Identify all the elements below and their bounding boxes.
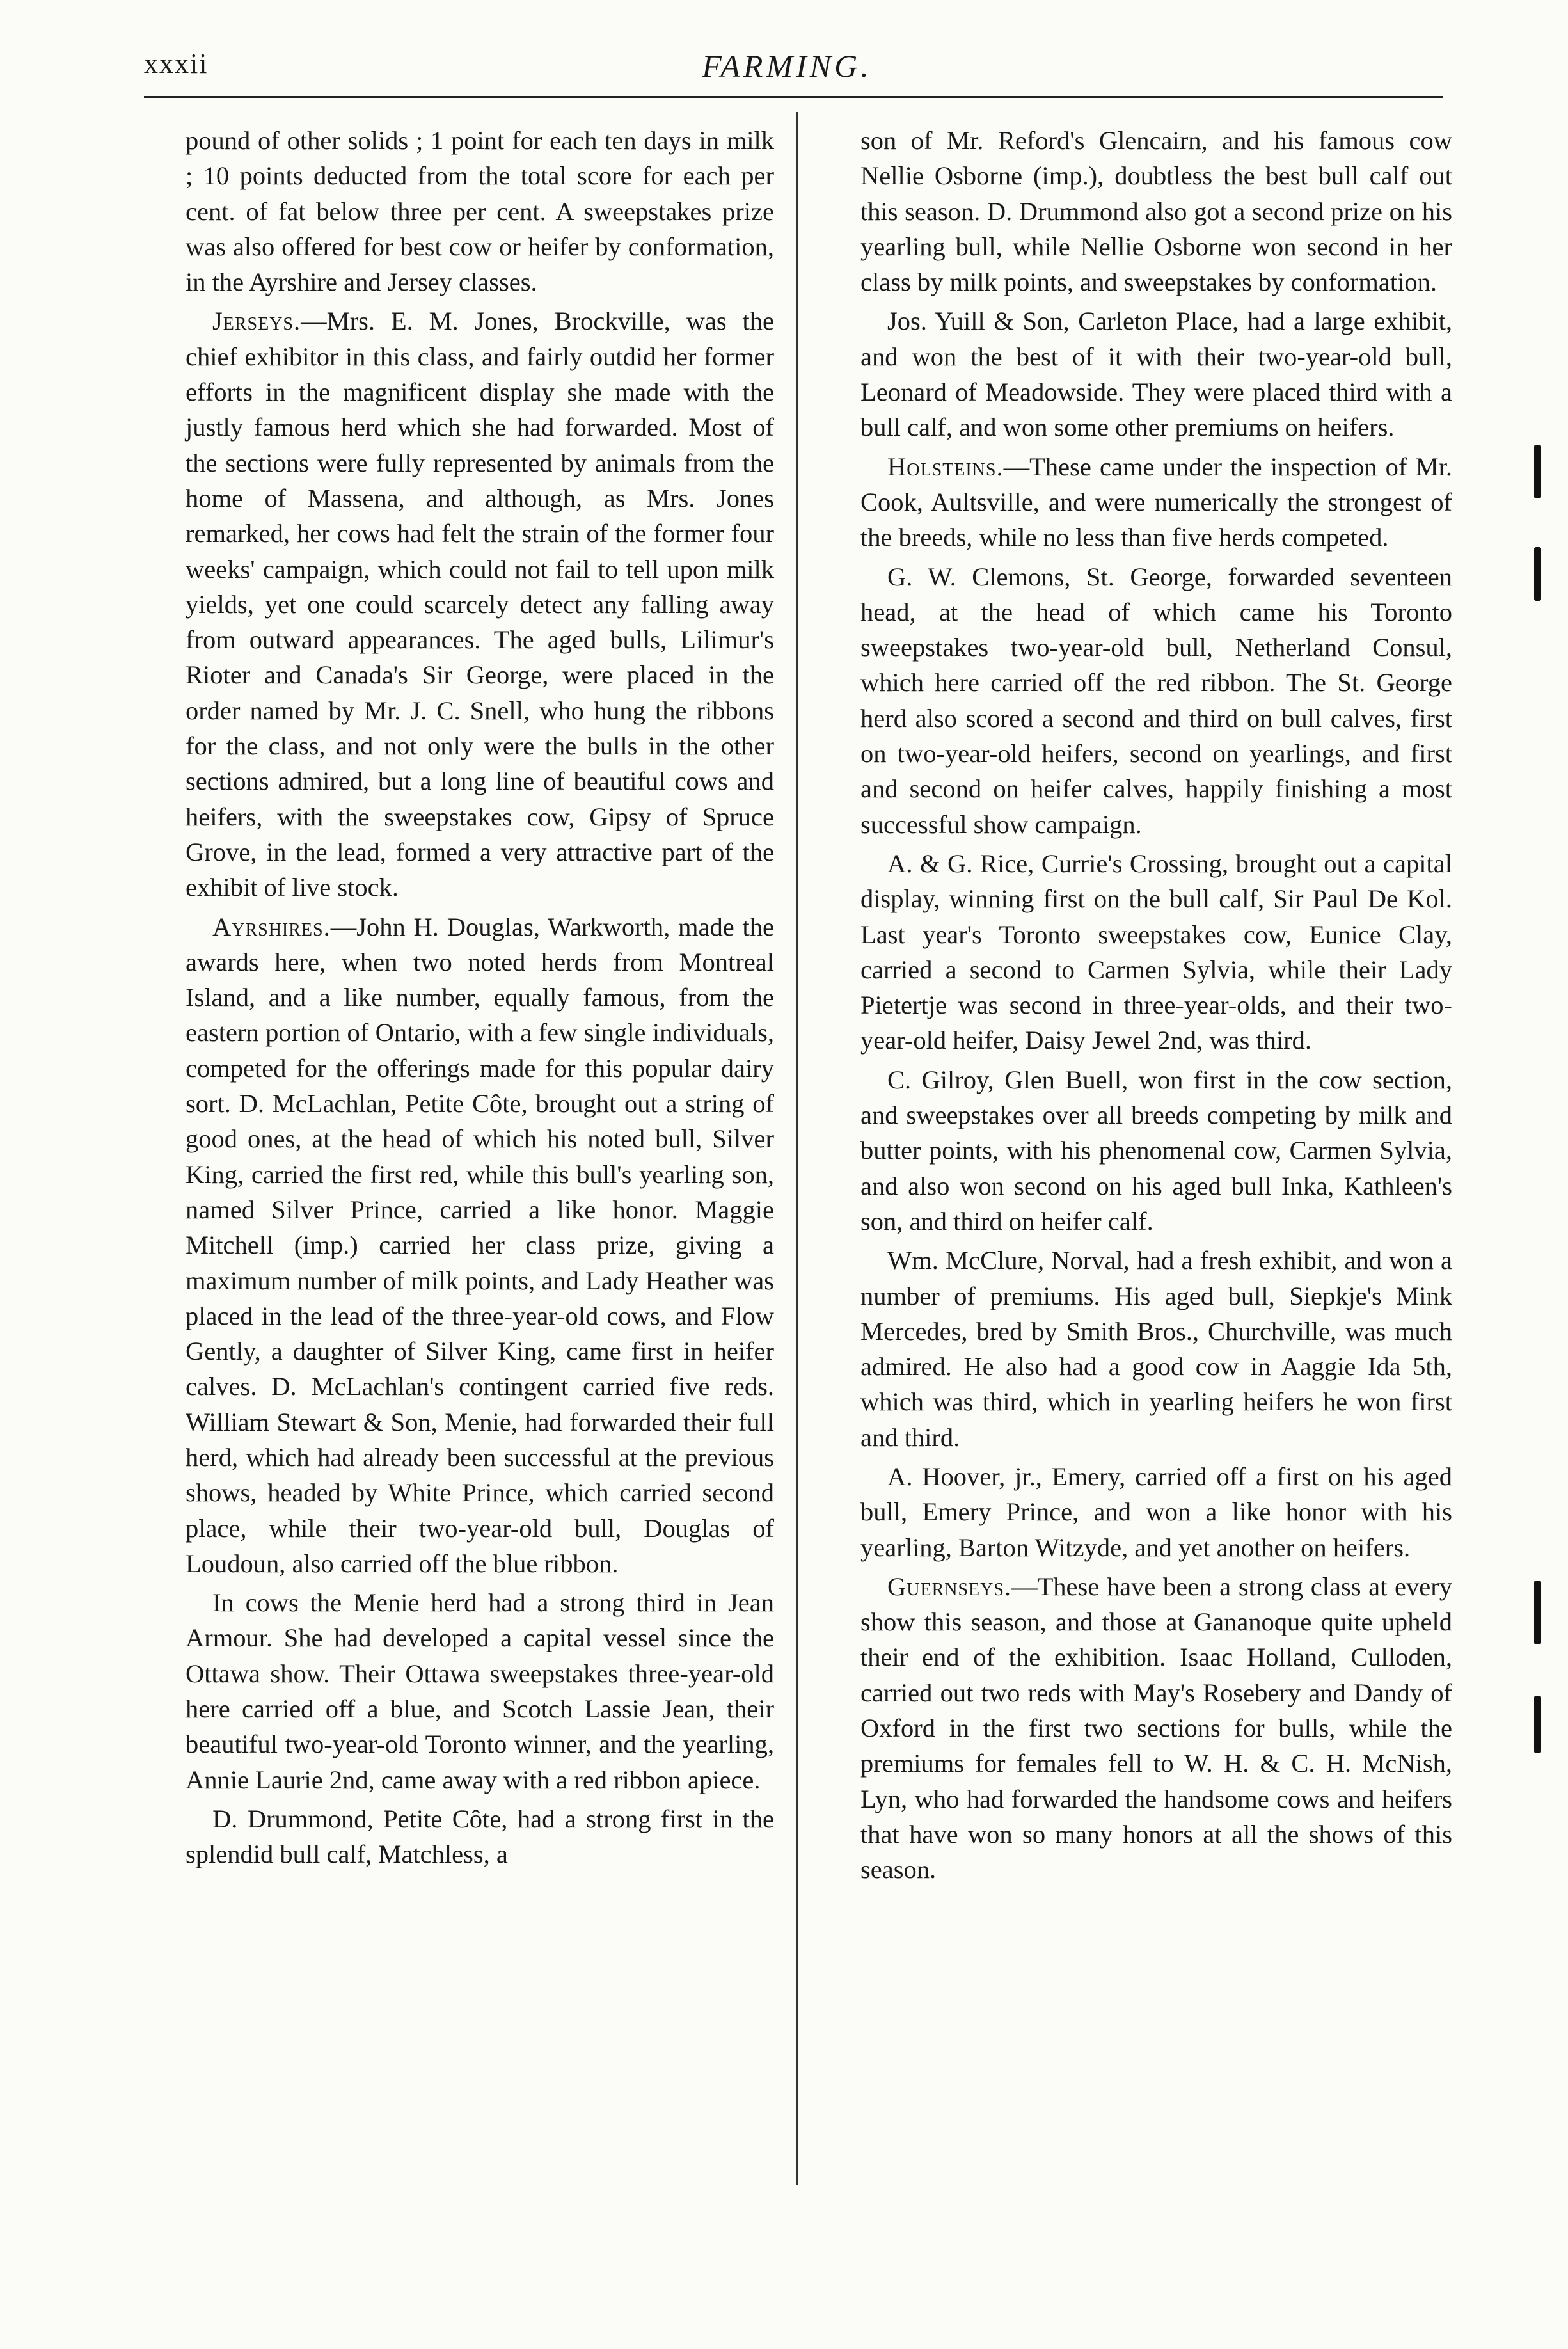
running-title: FARMING. (702, 48, 872, 84)
right-column (860, 123, 1452, 1891)
paragraph (186, 1801, 774, 1872)
section-heading-guernseys: Guernseys. (887, 1572, 1012, 1601)
page-header (144, 47, 1430, 92)
paragraph (860, 1243, 1452, 1455)
margin-mark (1534, 547, 1541, 601)
paragraph (860, 846, 1452, 1058)
paragraph-text: pound of other solids ; 1 point for each ten days in milk ; 10 points deducted from the total score for each per cent. of fat below three per cent. A sweepstakes prize was also offered for best cow or heifer by conformation, in the Ayrshire and Jersey classes. (186, 126, 774, 297)
paragraph-text: —These have been a strong class at every show this season, and those at Gananoque quite upheld their end of the exhibition. Isaac Holland, Culloden, carried out two reds with May's Rosebery and Dandy of Oxford in the first two sections for bulls, while the premiums for females fell to W. H. & C. H. McNish, Lyn, who had forwarded the handsome cows and heifers that have won so many honors at all the shows of this season. (860, 1572, 1452, 1884)
paragraph-text: —These came under the inspection of Mr. Cook, Aultsville, and were numerically the strongest of the breeds, while no less than five herds competed. (860, 452, 1452, 552)
paragraph (860, 559, 1452, 842)
paragraph-guernseys (860, 1569, 1452, 1888)
section-heading-ayrshires: Ayrshires. (212, 912, 331, 941)
left-column (186, 123, 774, 1876)
paragraph (860, 1062, 1452, 1239)
paragraph-holsteins (860, 449, 1452, 555)
paragraph-text: A. Hoover, jr., Emery, carried off a first on his aged bull, Emery Prince, and won a like honor with his yearling, Barton Witzyde, and yet another on heifers. (860, 1461, 1452, 1562)
paragraph-text: C. Gilroy, Glen Buell, won first in the cow section, and sweepstakes over all breeds competing by milk and butter points, with his phenomenal cow, Carmen Sylvia, and also won second on his aged bull Inka, Kathleen's son, and third on heifer calf. (860, 1065, 1452, 1236)
paragraph-ayrshires (186, 909, 774, 1582)
margin-mark (1534, 1581, 1541, 1644)
header-rule (144, 96, 1443, 98)
paragraph-text: G. W. Clemons, St. George, forwarded seventeen head, at the head of which came his Toronto sweepstakes two-year-old bull, Netherland Consul, which here carried off the red ribbon. The St. George herd also scored a second and third on bull calves, first on two-year-old heifers, second on yearlings, and first and second on heifer calves, happily finishing a most successful show campaign. (860, 562, 1452, 839)
paragraph-text: —John H. Douglas, Warkworth, made the awards here, when two noted herds from Montreal Island, and a like number, equally famous, from the eastern portion of Ontario, with a few single individuals, competed for the offerings made for this popular dairy sort. D. McLachlan, Petite Côte, brought out a string of good ones, at the head of which his noted bull, Silver King, carried the first red, while this bull's yearling son, named Silver Prince, carried a like honor. Maggie Mitchell (imp.) carried her class prize, giving a maximum number of milk points, and Lady Heather was placed in the lead of the three-year-old cows, and Flow Gently, a daughter of Silver King, came first in heifer calves. D. McLachlan's contingent carried five reds. William Stewart & Son, Menie, had forwarded their full herd, which had already been successful at the previous shows, headed by White Prince, which carried second place, while their two-year-old bull, Douglas of Loudoun, also carried off the blue ribbon. (186, 912, 774, 1578)
column-divider (796, 112, 798, 2185)
margin-mark (1534, 445, 1541, 498)
paragraph-text: son of Mr. Reford's Glencairn, and his famous cow Nellie Osborne (imp.), doubtless the best bull calf out this season. D. Drummond also got a second prize on his yearling bull, while Nellie Osborne won second in her class by milk points, and sweepstakes by conformation. (860, 126, 1452, 297)
section-heading-holsteins: Holsteins. (887, 452, 1004, 481)
paragraph-text: In cows the Menie herd had a strong third in Jean Armour. She had developed a capital vessel since the Ottawa show. Their Ottawa sweepstakes three-year-old here carried off a blue, and Scotch Lassie Jean, their beautiful two-year-old Toronto winner, and the yearling, Annie Laurie 2nd, came away with a red ribbon apiece. (186, 1588, 774, 1794)
paragraph (186, 1585, 774, 1797)
paragraph-text: D. Drummond, Petite Côte, had a strong first in the splendid bull calf, Matchless, a (186, 1804, 774, 1869)
paragraph-text: Wm. McClure, Norval, had a fresh exhibit, and won a number of premiums. His aged bull, Siepkje's Mink Mercedes, bred by Smith Bros., Churchville, was much admired. He also had a good cow in Aaggie Ida 5th, which was third, which in yearling heifers he won first and third. (860, 1246, 1452, 1452)
paragraph-text: Jos. Yuill & Son, Carleton Place, had a large exhibit, and won the best of it with their two-year-old bull, Leonard of Meadowside. They were placed third with a bull calf, and won some other premiums on heifers. (860, 307, 1452, 442)
paragraph (860, 123, 1452, 299)
paragraph-jerseys (186, 303, 774, 905)
paragraph-text: A. & G. Rice, Currie's Crossing, brought out a capital display, winning first on the bull calf, Sir Paul De Kol. Last year's Toronto sweepstakes cow, Eunice Clay, carried a second to Carmen Sylvia, while their Lady Pietertje was second in three-year-olds, and their two-year-old heifer, Daisy Jewel 2nd, was third. (860, 848, 1452, 1055)
paragraph (860, 1459, 1452, 1565)
paragraph (186, 123, 774, 299)
margin-mark (1534, 1696, 1541, 1753)
section-heading-jerseys: Jerseys. (212, 307, 301, 336)
paragraph (860, 303, 1452, 445)
paragraph-text: —Mrs. E. M. Jones, Brockville, was the chief exhibitor in this class, and fairly outdid her former efforts in the magnificent display she made with the justly famous herd which she had forwarded. Most of the sections were fully represented by animals from the home of Massena, and although, as Mrs. Jones remarked, her cows had felt the strain of the former four weeks' campaign, which could not fail to tell upon milk yields, yet one could scarcely detect any falling away from outward appearances. The aged bulls, Lilimur's Rioter and Canada's Sir George, were placed in the order named by Mr. J. C. Snell, who hung the ribbons for the class, and not only were the bulls in the other sections admired, but a long line of beautiful cows and heifers, with the sweepstakes cow, Gipsy of Spruce Grove, in the lead, formed a very attractive part of the exhibit of live stock. (186, 307, 774, 902)
page-number: xxxii (144, 48, 209, 79)
